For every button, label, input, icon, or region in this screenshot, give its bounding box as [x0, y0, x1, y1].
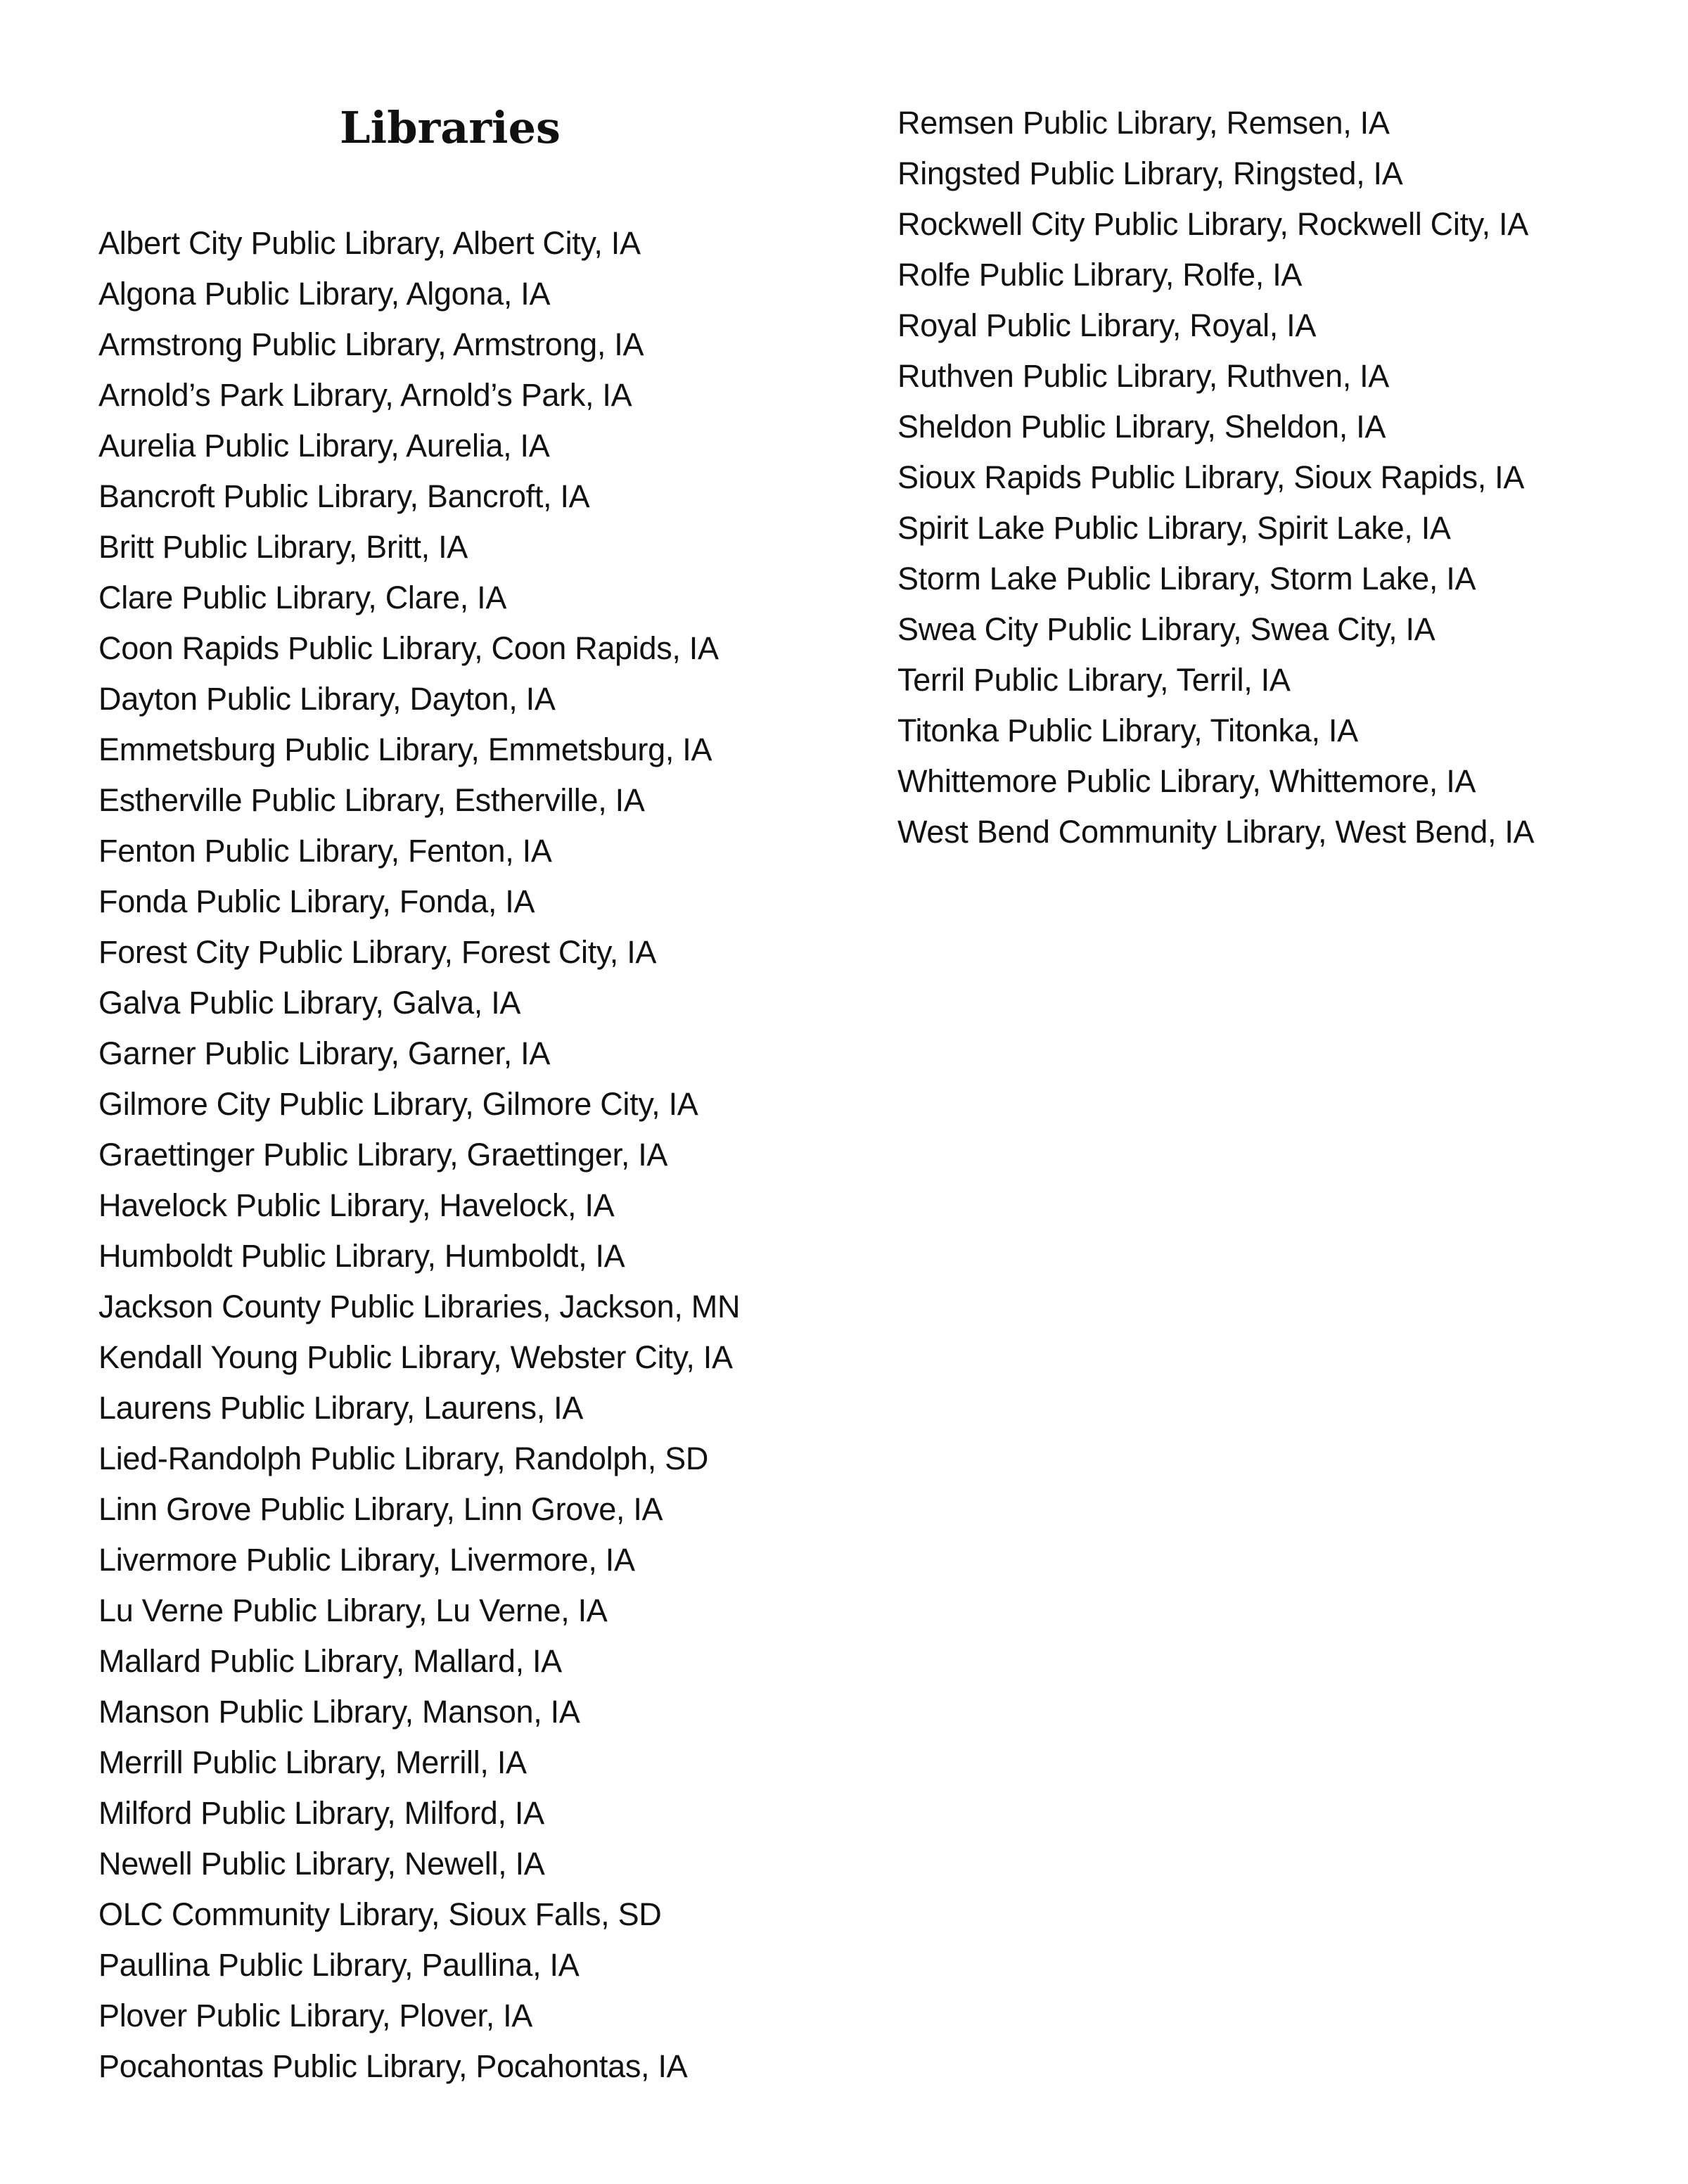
list-item: Lied-Randolph Public Library, Randolph, SD	[98, 1441, 709, 1476]
list-item: Galva Public Library, Galva, IA	[98, 985, 521, 1021]
list-item: Kendall Young Public Library, Webster City, IA	[98, 1339, 733, 1375]
list-item: Terril Public Library, Terril, IA	[897, 662, 1291, 698]
list-item: Albert City Public Library, Albert City, IA	[98, 225, 641, 261]
list-item: Storm Lake Public Library, Storm Lake, IA	[897, 561, 1476, 596]
list-item: Coon Rapids Public Library, Coon Rapids, IA	[98, 630, 719, 666]
list-item: Mallard Public Library, Mallard, IA	[98, 1643, 562, 1679]
list-item: Ringsted Public Library, Ringsted, IA	[897, 155, 1403, 191]
list-item: Whittemore Public Library, Whittemore, IA	[897, 763, 1476, 799]
list-item: Merrill Public Library, Merrill, IA	[98, 1744, 527, 1780]
list-item: Sheldon Public Library, Sheldon, IA	[897, 409, 1386, 445]
list-item: Rolfe Public Library, Rolfe, IA	[897, 257, 1303, 293]
list-item: Plover Public Library, Plover, IA	[98, 1998, 533, 2033]
list-item: Linn Grove Public Library, Linn Grove, IA	[98, 1491, 663, 1527]
list-item: Spirit Lake Public Library, Spirit Lake, IA	[897, 510, 1451, 546]
list-item: Pocahontas Public Library, Pocahontas, IA	[98, 2048, 688, 2084]
list-item: Graettinger Public Library, Graettinger, IA	[98, 1137, 668, 1173]
list-item: Swea City Public Library, Swea City, IA	[897, 611, 1436, 647]
list-item: Humboldt Public Library, Humboldt, IA	[98, 1238, 625, 1274]
list-item: Sioux Rapids Public Library, Sioux Rapids, IA	[897, 459, 1525, 495]
list-item: Rockwell City Public Library, Rockwell City, IA	[897, 206, 1528, 242]
list-item: Ruthven Public Library, Ruthven, IA	[897, 358, 1390, 394]
list-item: West Bend Community Library, West Bend, IA	[897, 814, 1535, 850]
list-item: Remsen Public Library, Remsen, IA	[897, 105, 1390, 141]
library-list-right	[897, 98, 1534, 857]
list-item: Garner Public Library, Garner, IA	[98, 1035, 551, 1071]
list-item: Manson Public Library, Manson, IA	[98, 1694, 580, 1730]
list-item: Estherville Public Library, Estherville, IA	[98, 782, 645, 818]
list-item: Jackson County Public Libraries, Jackson, MN	[98, 1289, 741, 1324]
list-item: Fenton Public Library, Fenton, IA	[98, 833, 552, 869]
list-item: Newell Public Library, Newell, IA	[98, 1846, 545, 1882]
library-list-left	[98, 218, 740, 2092]
list-item: Gilmore City Public Library, Gilmore City, IA	[98, 1086, 698, 1122]
list-item: Lu Verne Public Library, Lu Verne, IA	[98, 1592, 608, 1628]
list-item: Titonka Public Library, Titonka, IA	[897, 713, 1358, 748]
page-title: Libraries	[340, 102, 561, 153]
list-item: Armstrong Public Library, Armstrong, IA	[98, 326, 644, 362]
list-item: Laurens Public Library, Laurens, IA	[98, 1390, 584, 1426]
list-item: Britt Public Library, Britt, IA	[98, 529, 468, 565]
list-item: Royal Public Library, Royal, IA	[897, 307, 1317, 343]
list-item: Dayton Public Library, Dayton, IA	[98, 681, 556, 717]
list-item: Milford Public Library, Milford, IA	[98, 1795, 544, 1831]
list-item: Forest City Public Library, Forest City, IA	[98, 934, 657, 970]
list-item: Algona Public Library, Algona, IA	[98, 276, 551, 312]
list-item: Arnold’s Park Library, Arnold’s Park, IA	[98, 377, 632, 413]
list-item: Livermore Public Library, Livermore, IA	[98, 1542, 635, 1578]
list-item: Fonda Public Library, Fonda, IA	[98, 883, 535, 919]
list-item: OLC Community Library, Sioux Falls, SD	[98, 1896, 662, 1932]
list-item: Bancroft Public Library, Bancroft, IA	[98, 478, 590, 514]
list-item: Aurelia Public Library, Aurelia, IA	[98, 428, 550, 464]
list-item: Havelock Public Library, Havelock, IA	[98, 1187, 615, 1223]
list-item: Paullina Public Library, Paullina, IA	[98, 1947, 580, 1983]
list-item: Emmetsburg Public Library, Emmetsburg, IA	[98, 732, 712, 767]
list-item: Clare Public Library, Clare, IA	[98, 580, 507, 615]
